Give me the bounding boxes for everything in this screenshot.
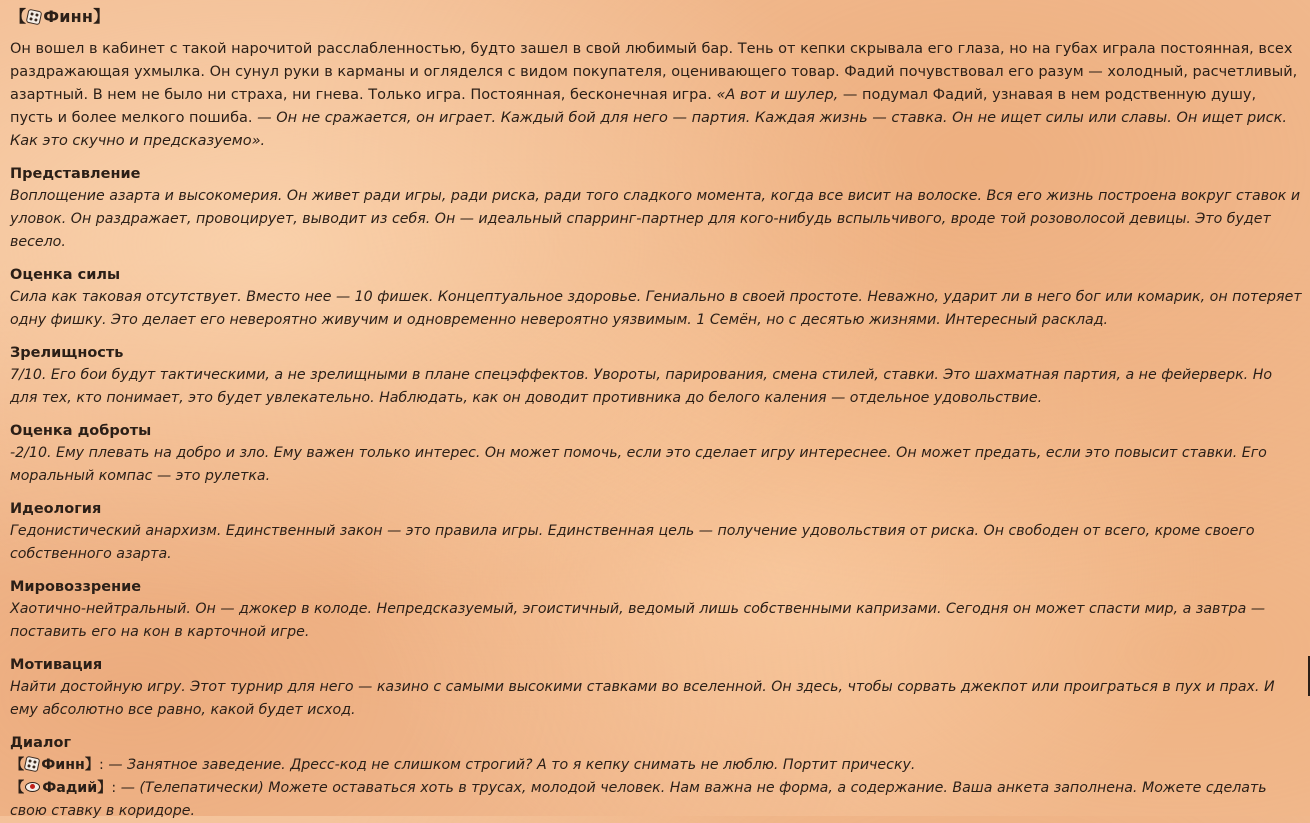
section-ideology xyxy=(10,498,1302,566)
speaker-bracket-close: 】 xyxy=(97,780,112,796)
speaker-bracket-open: 【 xyxy=(10,780,25,796)
section-dialog xyxy=(10,732,1302,823)
section-body: Гедонистический анархизм. Единственный закон — это правила игры. Единственная цель — получение удовольствия от риска. Он свободен от всего, кроме своего собственного азарта. xyxy=(10,523,1255,562)
speaker-bracket-open: 【 xyxy=(10,757,25,773)
dialog-line-finn xyxy=(10,754,1302,777)
section-power xyxy=(10,264,1302,332)
section-kindness xyxy=(10,420,1302,488)
section-motivation xyxy=(10,654,1302,722)
intro-quote-start: «А вот и шулер, xyxy=(716,87,839,103)
eye-icon xyxy=(25,782,40,792)
speaker-bracket-close: 】 xyxy=(84,757,100,773)
intro-paragraph xyxy=(10,38,1302,153)
section-worldview xyxy=(10,576,1302,644)
speaker-name: Фадий xyxy=(42,780,98,796)
dialog-text: — (Телепатически) Можете оставаться хоть в трусах, молодой человек. Нам важна не форма, а содержание. Ваша анкета заполнена. Можете сделать свою ставку в коридоре. xyxy=(10,780,1267,819)
character-card xyxy=(10,6,1302,823)
intro-quote-end: — Он не сражается, он играет. Каждый бой для него — партия. Каждая жизнь — ставка. Он не ищет силы или славы. Он ищет риск. Как это скучно и предсказуемо». xyxy=(10,110,1287,149)
speaker-separator: : xyxy=(111,780,121,796)
section-body: Найти достойную игру. Этот турнир для него — казино с самыми высокими ставками во вселенной. Он здесь, чтобы сорвать джекпот или проиграться в пух и прах. И ему абсолютно все равно, какой будет исход. xyxy=(10,679,1275,718)
section-presentation xyxy=(10,163,1302,254)
section-title: Оценка силы xyxy=(10,267,121,283)
intro-text-mid: — подумал Фадий, узнавая в нем родственную душу, пусть и более мелкого пошиба. xyxy=(10,87,1257,126)
speaker-name: Финн xyxy=(41,757,85,773)
section-title: Идеология xyxy=(10,501,102,517)
dialog-title: Диалог xyxy=(10,735,72,751)
section-body: 7/10. Его бои будут тактическими, а не зрелищными в плане спецэффектов. Увороты, парирования, смена стилей, ставки. Это шахматная партия, а не фейерверк. Но для тех, кто понимает, это будет увлекательно. Наблюдать, как он доводит противника до белого каления — отдельное удовольствие. xyxy=(10,367,1273,406)
character-name: Финн xyxy=(43,7,94,26)
header-bracket-close: 】 xyxy=(93,7,110,26)
section-body: Сила как таковая отсутствует. Вместо нее — 10 фишек. Концептуальное здоровье. Гениально в своей простоте. Неважно, ударит ли в него бог или комарик, он потеряет одну фишку. Это делает его невероятно живучим и одновременно невероятно уязвимым. 1 Семён, но с десятью жизнями. Интересный расклад. xyxy=(10,289,1302,328)
character-header xyxy=(10,6,1302,28)
section-body: Хаотично-нейтральный. Он — джокер в колоде. Непредсказуемый, эгоистичный, ведомый лишь собственными капризами. Сегодня он может спасти мир, а завтра — поставить его на кон в карточной игре. xyxy=(10,601,1266,640)
section-body: -2/10. Ему плевать на добро и зло. Ему важен только интерес. Он может помочь, если это сделает игру интереснее. Он может предать, если это повысит ставки. Его моральный компас — это рулетка. xyxy=(10,445,1267,484)
section-body: Воплощение азарта и высокомерия. Он живет ради игры, ради риска, ради того сладкого момента, когда все висит на волоске. Вся его жизнь построена вокруг ставок и уловок. Он раздражает, провоцирует, выводит из себя. Он — идеальный спарринг-партнер для кого-нибудь вспыльчивого, вроде той розоволосой девицы. Это будет весело. xyxy=(10,188,1301,250)
intro-text: Он вошел в кабинет с такой нарочитой расслабленностью, будто зашел в свой любимый бар. Тень от кепки скрывала его глаза, но на губах играла постоянная, всех раздражающая ухмылка. Он сунул руки в карманы и огляделся с видом покупателя, оценивающего товар. Фадий почувствовал его разум — холодный, расчетливый, азартный. В нем не было ни страха, ни гнева. Только игра. Постоянная, бесконечная игра. xyxy=(10,41,1298,103)
section-title: Мотивация xyxy=(10,657,103,673)
section-title: Представление xyxy=(10,166,141,182)
section-spectacle xyxy=(10,342,1302,410)
section-title: Мировоззрение xyxy=(10,579,142,595)
section-title: Оценка доброты xyxy=(10,423,152,439)
dialog-line-fadiy xyxy=(10,777,1302,823)
dice-icon xyxy=(26,9,43,26)
section-title: Зрелищность xyxy=(10,345,124,361)
dialog-text: — Занятное заведение. Дресс-код не слишком строгий? А то я кепку снимать не люблю. Портит прическу. xyxy=(108,757,916,773)
dice-icon xyxy=(24,756,41,773)
header-bracket-open: 【 xyxy=(10,7,27,26)
speaker-separator: : xyxy=(99,757,109,773)
